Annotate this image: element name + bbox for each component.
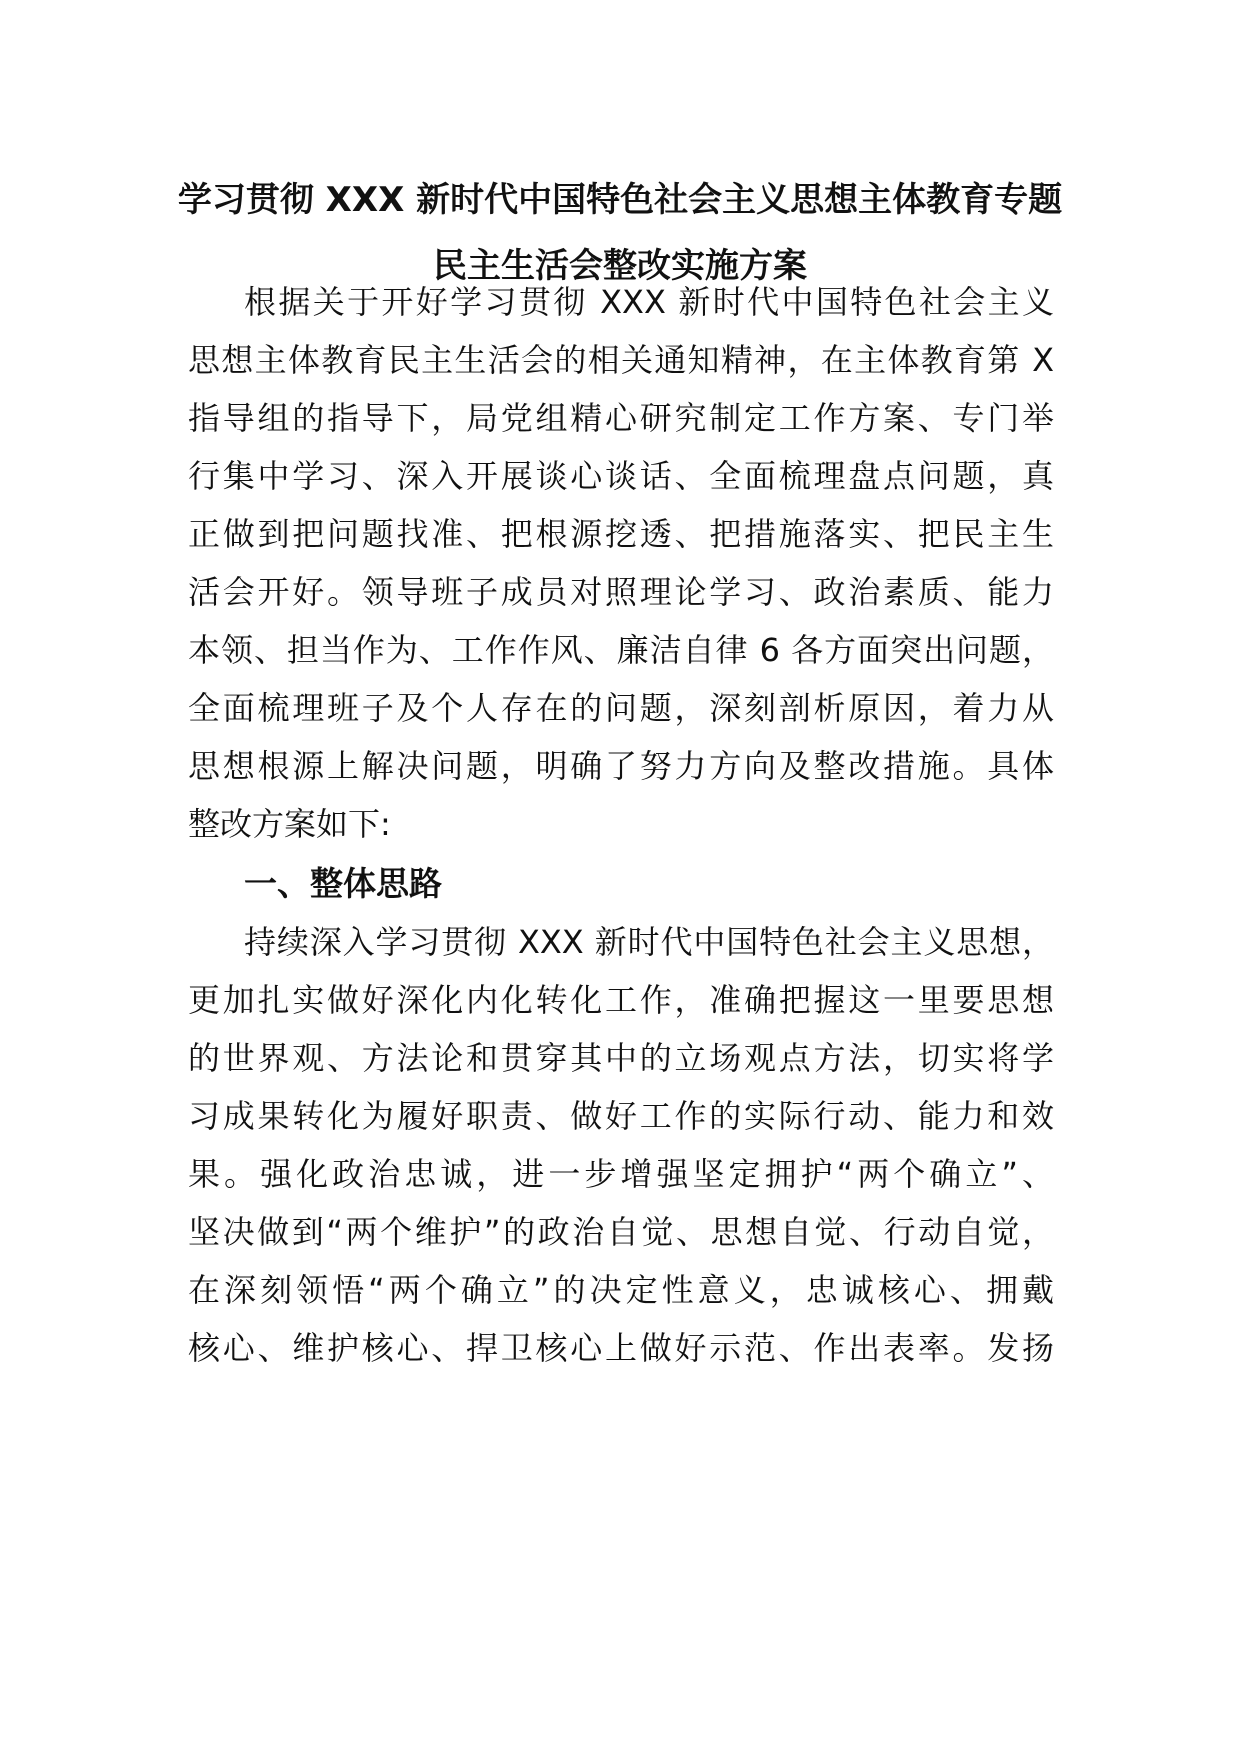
paragraph-2-line: 更加扎实做好深化内化转化工作，准确把握这一里要思想 [188, 981, 1054, 1019]
paragraph-1-line: 指导组的指导下，局党组精心研究制定工作方案、专门举 [188, 399, 1054, 437]
paragraph-1-line: 正做到把问题找准、把根源挖透、把措施落实、把民主生 [188, 515, 1054, 553]
paragraph-1-line: 全面梳理班子及个人存在的问题，深刻剖析原因，着力从 [188, 689, 1054, 727]
document-title-line-2: 民主生活会整改实施方案 [433, 246, 807, 286]
paragraph-2-line: 坚决做到“两个维护”的政治自觉、思想自觉、行动自觉， [188, 1213, 1054, 1251]
paragraph-1-line: 本领、担当作为、工作作风、廉洁自律 6 各方面突出问题， [188, 631, 1054, 669]
paragraph-2-line: 习成果转化为履好职责、做好工作的实际行动、能力和效 [188, 1097, 1054, 1135]
paragraph-2-line: 在深刻领悟“两个确立”的决定性意义，忠诚核心、拥戴 [188, 1271, 1054, 1309]
paragraph-1-line: 行集中学习、深入开展谈心谈话、全面梳理盘点问题，真 [188, 457, 1054, 495]
paragraph-1-line: 思想主体教育民主生活会的相关通知精神，在主体教育第 X [188, 341, 1054, 379]
paragraph-1-line: 整改方案如下: [188, 805, 391, 843]
paragraph-2-line: 的世界观、方法论和贯穿其中的立场观点方法，切实将学 [188, 1039, 1054, 1077]
paragraph-2-line: 果。强化政治忠诚，进一步增强坚定拥护“两个确立”、 [188, 1155, 1054, 1193]
document-title-line-1: 学习贯彻 XXX 新时代中国特色社会主义思想主体教育专题 [177, 180, 1063, 220]
paragraph-1-line: 根据关于开好学习贯彻 XXX 新时代中国特色社会主义 [244, 283, 1054, 321]
paragraph-2-line: 持续深入学习贯彻 XXX 新时代中国特色社会主义思想， [244, 923, 1054, 961]
paragraph-1-line: 思想根源上解决问题，明确了努力方向及整改措施。具体 [188, 747, 1054, 785]
paragraph-2-line: 核心、维护核心、捍卫核心上做好示范、作出表率。发扬 [188, 1329, 1054, 1367]
paragraph-1-line: 活会开好。领导班子成员对照理论学习、政治素质、能力 [188, 573, 1054, 611]
section-heading: 一、整体思路 [244, 864, 442, 903]
